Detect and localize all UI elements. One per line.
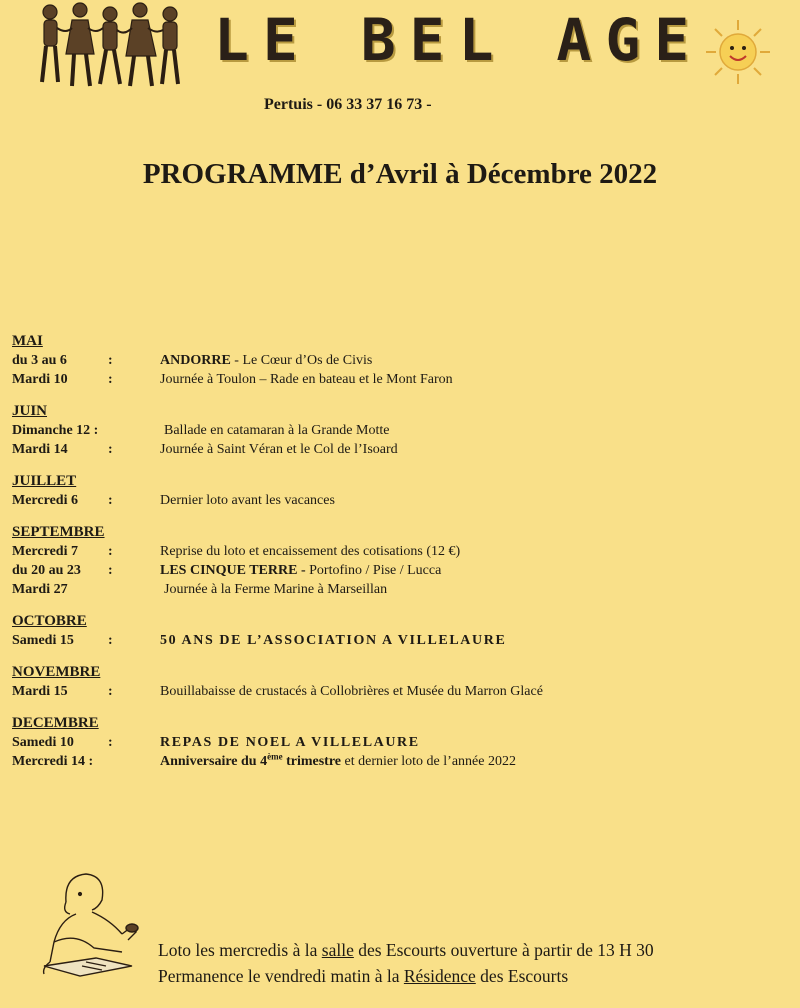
- event-row: [12, 542, 782, 561]
- event-row: [12, 631, 782, 650]
- lady-writing-illustration: [36, 862, 146, 980]
- event-description: [160, 351, 372, 370]
- event-colon: :: [108, 684, 113, 699]
- footer-text: Loto les mercredis à la: [158, 940, 322, 960]
- event-date: du 3 au 6: [12, 353, 67, 368]
- program-title: PROGRAMME d’Avril à Décembre 2022: [142, 158, 658, 190]
- event-row: [12, 421, 782, 440]
- month-name: SEPTEMBRE: [12, 524, 105, 540]
- event-highlight: 50 ANS DE L’ASSOCIATION A VILLELAURE: [160, 633, 507, 648]
- smiling-sun-icon: [704, 18, 772, 86]
- event-row: [12, 561, 782, 580]
- event-highlight: REPAS DE NOEL A VILLELAURE: [160, 735, 420, 750]
- event-date: Mardi 10: [12, 372, 68, 387]
- event-text: Bouillabaisse de crustacés à Collobrières et Musée du Marron Glacé: [160, 684, 543, 699]
- month-septembre: [12, 523, 782, 599]
- event-date: Mercredi 14 :: [12, 754, 94, 769]
- event-text: Journée à Toulon – Rade en bateau et le Mont Faron: [160, 372, 453, 387]
- event-date: Mardi 14: [12, 442, 68, 457]
- contact-line: Pertuis - 06 33 37 16 73 -: [264, 96, 432, 113]
- month-juillet: [12, 472, 782, 510]
- event-text: Reprise du loto et encaissement des cotisations (12 €): [160, 544, 461, 559]
- event-text: Ballade en catamaran à la Grande Motte: [164, 423, 390, 438]
- event-row: [12, 491, 782, 510]
- event-date: du 20 au 23: [12, 563, 81, 578]
- event-colon: :: [108, 563, 113, 578]
- event-row: [12, 370, 782, 389]
- event-superscript: ème: [267, 751, 283, 762]
- event-text: Journée à Saint Véran et le Col de l’Isoard: [160, 442, 398, 457]
- event-colon: :: [108, 372, 113, 387]
- schedule: [12, 332, 782, 771]
- event-row: [12, 682, 782, 701]
- month-decembre: [12, 714, 782, 771]
- event-description: [160, 561, 441, 580]
- event-highlight: Anniversaire du 4: [160, 754, 268, 769]
- month-juin: [12, 402, 782, 459]
- event-colon: :: [108, 442, 113, 457]
- event-date: Mercredi 6: [12, 493, 78, 508]
- month-name: OCTOBRE: [12, 613, 87, 629]
- association-title: LE BEL AGE: [214, 6, 704, 74]
- event-text: Dernier loto avant les vacances: [160, 493, 335, 508]
- event-text: Journée à la Ferme Marine à Marseillan: [164, 582, 388, 597]
- month-name: JUILLET: [12, 473, 77, 489]
- event-text: Portofino / Pise / Lucca: [305, 563, 442, 578]
- event-date: Samedi 15: [12, 633, 74, 648]
- month-mai: [12, 332, 782, 389]
- footer-text: des Escourts: [475, 966, 569, 986]
- event-text: - Le Cœur d’Os de Civis: [230, 353, 373, 368]
- month-octobre: [12, 612, 782, 650]
- footer-text: des Escourts ouverture à partir de 13 H 30: [353, 940, 654, 960]
- footer-underlined: Résidence: [403, 966, 476, 986]
- event-date: Mercredi 7: [12, 544, 78, 559]
- footer-text: Permanence le vendredi matin à la: [158, 966, 404, 986]
- event-row: [12, 580, 782, 599]
- event-highlight-2: trimestre: [282, 754, 342, 769]
- event-colon: :: [108, 493, 113, 508]
- event-text: et dernier loto de l’année 2022: [341, 754, 516, 769]
- event-date: Samedi 10: [12, 735, 74, 750]
- event-colon: :: [108, 735, 113, 750]
- event-colon: :: [108, 353, 113, 368]
- month-name: DECEMBRE: [12, 715, 99, 731]
- event-colon: :: [108, 633, 113, 648]
- event-date: Mardi 27: [12, 582, 68, 597]
- dancers-illustration: [36, 0, 184, 92]
- event-colon: :: [108, 544, 113, 559]
- event-date: Mardi 15: [12, 684, 68, 699]
- month-novembre: [12, 663, 782, 701]
- month-name: MAI: [12, 333, 43, 349]
- event-row: [12, 351, 782, 370]
- footer-permanence-line: [158, 966, 568, 987]
- event-highlight: ANDORRE: [160, 353, 231, 368]
- event-date: Dimanche 12 :: [12, 423, 99, 438]
- month-name: JUIN: [12, 403, 48, 419]
- event-description: [160, 752, 516, 771]
- footer-underlined: salle: [321, 940, 354, 960]
- footer-loto-line: [158, 940, 654, 961]
- month-name: NOVEMBRE: [12, 664, 101, 680]
- event-row: [12, 752, 782, 771]
- event-row: [12, 733, 782, 752]
- event-highlight: LES CINQUE TERRE -: [160, 563, 306, 578]
- event-row: [12, 440, 782, 459]
